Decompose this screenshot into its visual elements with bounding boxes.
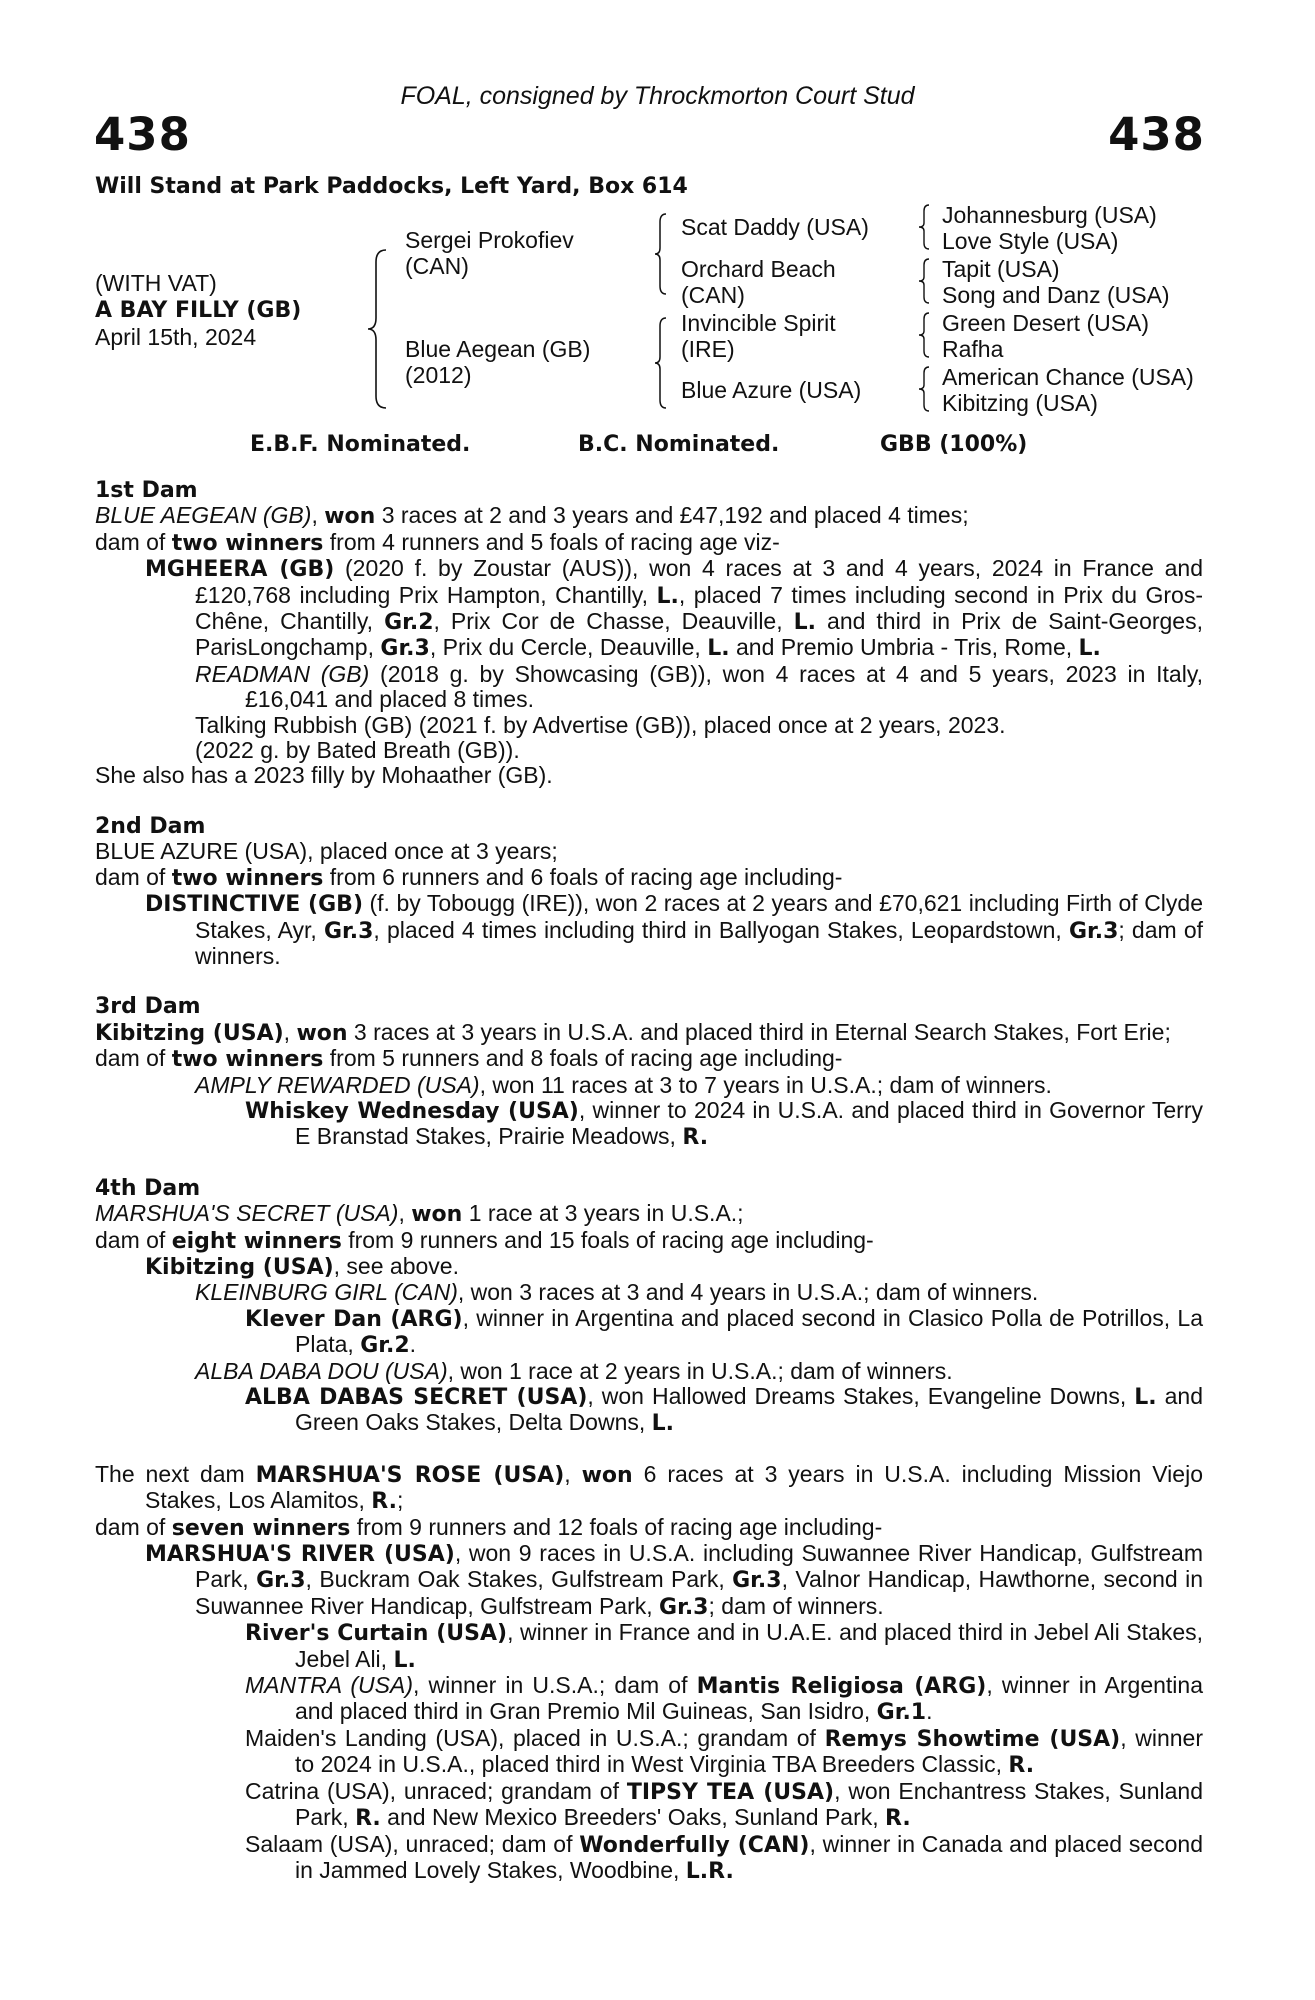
text: , see above.	[333, 1252, 459, 1279]
sire	[405, 227, 574, 279]
winners-count: two winners	[171, 530, 324, 556]
dam-record	[95, 1020, 1203, 1046]
text: ; dam of winners.	[195, 916, 1204, 969]
race-grade: L.	[656, 583, 679, 609]
produce-entry	[95, 1306, 1203, 1359]
produce-entry	[95, 1098, 1203, 1151]
produce-entry	[95, 1254, 1203, 1280]
dam-name: MARSHUA'S SECRET (USA)	[95, 1200, 399, 1227]
text: (2020 f. by Zoustar (AUS)), won 4 races at 3 and 4 years, 2024 in France and £120,768 including Prix Hampton, Chantilly,	[195, 555, 1204, 608]
dam-sire-name: Invincible Spirit	[681, 310, 836, 336]
race-grade: R.	[682, 1125, 709, 1151]
text: Catrina (USA), unraced; grandam of	[245, 1777, 627, 1804]
second-dam-section	[95, 814, 1203, 969]
race-grade: L.	[1134, 1385, 1157, 1410]
great-grandparent-3: Tapit (USA)	[942, 256, 1060, 282]
family-notes	[95, 478, 1203, 1884]
race-grade: L.	[393, 1647, 416, 1673]
great-grandparent-1: Johannesburg (USA)	[942, 202, 1157, 228]
dam-record	[95, 1201, 1203, 1227]
pedigree-brace-g1	[918, 203, 930, 251]
text: , placed 4 times including third in Ballyogan Stakes, Leopardstown,	[373, 916, 1069, 943]
winners-count: eight winners	[171, 1228, 342, 1254]
text: The next dam	[95, 1460, 256, 1487]
text: Maiden's Landing (USA), placed in U.S.A.; grandam of	[245, 1724, 825, 1751]
great-grandparent-7: American Chance (USA)	[942, 364, 1194, 390]
text: , winner to 2024 in U.S.A. and placed third in Governor Terry E Branstad Stakes, Prairie Meadows,	[295, 1096, 1203, 1150]
spacer	[95, 1437, 1203, 1462]
horse-name: Wonderfully (CAN)	[579, 1832, 810, 1858]
text: , won Hallowed Dreams Stakes, Evangeline Downs,	[587, 1383, 1135, 1409]
race-grade: Gr.2	[360, 1333, 410, 1359]
dam-sire-country: (IRE)	[681, 336, 735, 362]
stand-location: Will Stand at Park Paddocks, Left Yard, Box 614	[95, 174, 688, 199]
horse-name: River's Curtain (USA)	[245, 1621, 508, 1647]
race-grade: Gr.3	[380, 636, 430, 662]
race-grade: Gr.3	[659, 1594, 709, 1620]
ebf-nomination: E.B.F. Nominated.	[250, 432, 471, 457]
horse-name: MANTRA (USA)	[245, 1672, 413, 1699]
text: , Valnor Handicap, Hawthorne, second in Suwannee River Handicap, Gulfstream Park,	[195, 1566, 1203, 1619]
sire-name: Sergei Prokofiev	[405, 227, 574, 253]
fourth-dam-section	[95, 1176, 1203, 1437]
text: ,	[311, 502, 325, 529]
text: , placed 7 times including second in Prix du Gros-Chêne, Chantilly,	[195, 581, 1203, 635]
lot-number-left: 438	[94, 108, 191, 161]
produce-entry	[95, 1673, 1203, 1726]
text: , Prix Cor de Chasse, Deauville,	[433, 608, 794, 635]
horse-name: MGHEERA (GB)	[145, 557, 335, 583]
text: ,	[398, 1200, 412, 1227]
text: , winner in Argentina and placed second in Clasico Polla de Potrillos, La Plata,	[295, 1304, 1203, 1358]
text: 6 races at 3 years in U.S.A. including Mission Viejo Stakes, Los Alamitos,	[145, 1460, 1203, 1514]
horse-name: ALBA DABAS SECRET (USA)	[245, 1385, 588, 1410]
text: Salaam (USA), unraced; dam of	[245, 1830, 580, 1857]
text: and third in Prix de Saint-Georges, ParisLongchamp,	[195, 608, 1203, 661]
text: from 4 runners and 5 foals of racing age viz-	[323, 528, 780, 555]
great-grandparent-6: Rafha	[942, 336, 1004, 362]
text: , Prix du Cercle, Deauville,	[429, 634, 708, 661]
produce-entry	[95, 1620, 1203, 1673]
dam-produce-summary	[95, 1046, 1203, 1072]
produce-note: She also has a 2023 filly by Mohaather (GB).	[95, 762, 553, 789]
produce-entry	[95, 1073, 1203, 1098]
dam-produce-summary	[95, 1228, 1203, 1254]
section-heading: 4th Dam	[95, 1175, 201, 1201]
horse-name: MARSHUA'S RIVER (USA)	[145, 1542, 455, 1568]
sire-dam	[681, 256, 836, 308]
sire-dam-country: (CAN)	[681, 282, 745, 308]
race-grade: R.	[1008, 1753, 1035, 1779]
produce-entry	[95, 1541, 1203, 1620]
consignor-line: FOAL, consigned by Throckmorton Court Stud	[400, 82, 915, 110]
horse-name: ALBA DABA DOU (USA)	[195, 1357, 448, 1384]
dam-name: Kibitzing (USA)	[95, 1020, 284, 1046]
text: , won 1 race at 2 years in U.S.A.; dam of winners.	[447, 1357, 953, 1384]
produce-entry	[95, 1280, 1203, 1305]
race-grade: R.	[371, 1489, 397, 1515]
third-dam-section	[95, 994, 1203, 1150]
dam-produce-summary	[95, 1515, 1203, 1541]
race-grade: Gr.2	[384, 610, 434, 636]
horse-name: Remys Showtime (USA)	[824, 1726, 1121, 1752]
great-grandparent-8: Kibitzing (USA)	[942, 390, 1098, 416]
text: , won 3 races at 3 and 4 years in U.S.A.; dam of winners.	[457, 1279, 1039, 1306]
great-grandparent-5: Green Desert (USA)	[942, 310, 1150, 336]
text: .	[926, 1698, 933, 1725]
race-grade: Gr.1	[876, 1700, 927, 1726]
lot-info	[95, 270, 301, 351]
text: dam of	[95, 1513, 172, 1540]
horse-name: READMAN (GB)	[195, 660, 370, 687]
text: 3 races at 3 years in U.S.A. and placed third in Eternal Search Stakes, Fort Erie;	[347, 1018, 1171, 1045]
dam-record: BLUE AZURE (USA), placed once at 3 years;	[95, 838, 558, 865]
dam-name: Blue Aegean (GB)	[405, 336, 591, 362]
pedigree-brace-main	[366, 248, 388, 410]
text: ; dam of winners.	[708, 1592, 884, 1619]
produce-entry: (2022 g. by Bated Breath (GB)).	[195, 737, 520, 764]
dam-dam: Blue Azure (USA)	[681, 377, 862, 403]
race-grade: Gr.3	[1068, 918, 1119, 944]
spacer	[95, 1151, 1203, 1176]
produce-entry: Talking Rubbish (GB) (2021 f. by Advertise (GB)), placed once at 2 years, 2023.	[195, 711, 1006, 738]
text: , winner in U.S.A.; dam of	[413, 1672, 697, 1699]
won-label: won	[324, 504, 376, 530]
spacer	[95, 789, 1203, 814]
text: , winner in Argentina and placed third in Gran Premio Mil Guineas, San Isidro,	[295, 1672, 1203, 1725]
dam-record	[95, 1462, 1203, 1515]
text: 1 race at 3 years in U.S.A.;	[462, 1200, 744, 1227]
text: , winner to 2024 in U.S.A., placed third in West Virginia TBA Breeders Classic,	[295, 1724, 1203, 1778]
text: dam of	[95, 1226, 172, 1253]
winners-count: two winners	[171, 865, 324, 891]
dam-year: (2012)	[405, 362, 472, 388]
dam-record	[95, 503, 1203, 529]
horse-name: AMPLY REWARDED (USA)	[195, 1071, 480, 1098]
won-label: won	[296, 1020, 348, 1046]
race-grade: Gr.3	[256, 1568, 306, 1594]
text: and Premio Umbria - Tris, Rome,	[729, 634, 1079, 661]
great-grandparent-2: Love Style (USA)	[942, 228, 1119, 254]
horse-name: KLEINBURG GIRL (CAN)	[195, 1279, 458, 1306]
horse-name: Klever Dan (ARG)	[245, 1306, 463, 1332]
text: and New Mexico Breeders' Oaks, Sunland Park,	[380, 1804, 886, 1831]
pedigree-brace-g4	[918, 365, 930, 413]
text: , winner in France and in U.A.E. and placed third in Jebel Ali Stakes, Jebel Ali,	[295, 1619, 1203, 1672]
text: dam of	[95, 863, 172, 890]
produce-entry	[95, 1779, 1203, 1832]
section-heading: 2nd Dam	[95, 813, 206, 839]
text: .	[409, 1331, 417, 1358]
text: from 6 runners and 6 foals of racing age including-	[323, 863, 843, 890]
text: from 5 runners and 8 foals of racing age including-	[323, 1045, 843, 1072]
text: ,	[564, 1460, 582, 1487]
sire-sire: Scat Daddy (USA)	[681, 214, 869, 240]
produce-entry	[95, 1384, 1203, 1437]
sire-country: (CAN)	[405, 253, 469, 279]
vat-note: (WITH VAT)	[95, 270, 217, 296]
dam-sire	[681, 310, 836, 362]
pedigree-brace-g2	[918, 257, 930, 305]
foaling-date: April 15th, 2024	[95, 324, 257, 350]
horse-name: TIPSY TEA (USA)	[626, 1779, 835, 1805]
section-heading: 1st Dam	[95, 478, 198, 503]
lot-name: A BAY FILLY (GB)	[95, 298, 302, 323]
horse-name: Kibitzing (USA)	[145, 1254, 334, 1280]
text: , Buckram Oak Stakes, Gulfstream Park,	[305, 1566, 733, 1593]
bc-nomination: B.C. Nominated.	[578, 432, 780, 457]
dam-name: BLUE AEGEAN (GB)	[95, 502, 312, 529]
race-grade: Gr.3	[732, 1568, 782, 1594]
horse-name: DISTINCTIVE (GB)	[145, 892, 363, 918]
text: , won Enchantress Stakes, Sunland Park,	[295, 1777, 1203, 1831]
dam-produce-summary	[95, 530, 1203, 556]
text: ;	[397, 1487, 404, 1514]
text: ,	[283, 1018, 297, 1045]
great-grandparent-4: Song and Danz (USA)	[942, 282, 1170, 308]
text: , won 9 races in U.S.A. including Suwannee River Handicap, Gulfstream Park,	[195, 1540, 1203, 1593]
nominations-row	[0, 432, 1315, 462]
pedigree-brace-dam	[654, 316, 668, 410]
section-heading: 3rd Dam	[95, 994, 201, 1020]
sire-dam-name: Orchard Beach	[681, 256, 836, 282]
produce-entry	[95, 662, 1203, 713]
first-dam-section	[95, 478, 1203, 789]
text: from 9 runners and 15 foals of racing age including-	[341, 1226, 874, 1253]
next-dam-section	[95, 1462, 1203, 1885]
text: and Green Oaks Stakes, Delta Downs,	[295, 1383, 1203, 1436]
produce-entry	[95, 1359, 1203, 1384]
horse-name: Mantis Religiosa (ARG)	[696, 1674, 987, 1700]
text: , winner in Canada and placed second in Jammed Lovely Stakes, Woodbine,	[295, 1830, 1203, 1883]
text: dam of	[95, 528, 172, 555]
race-grade: Gr.3	[323, 918, 374, 944]
produce-entry	[95, 891, 1203, 969]
spacer	[95, 969, 1203, 994]
text: (f. by Tobougg (IRE)), won 2 races at 2 years and £70,621 including Firth of Clyde Stakes, Ayr,	[195, 890, 1203, 943]
text: (2018 g. by Showcasing (GB)), won 4 races at 4 and 5 years, 2023 in Italy, £16,041 and placed 8 times.	[245, 660, 1204, 713]
race-grade: L.	[707, 636, 730, 662]
text: dam of	[95, 1045, 172, 1072]
produce-entry	[95, 1832, 1203, 1885]
pedigree-brace-g3	[918, 311, 930, 359]
pedigree-brace-sire	[654, 212, 668, 296]
winners-count: seven winners	[171, 1515, 351, 1541]
text: from 9 runners and 12 foals of racing age including-	[350, 1513, 883, 1540]
race-grade: L.	[793, 610, 817, 636]
race-grade: L.R.	[685, 1858, 734, 1884]
produce-entry	[95, 556, 1203, 662]
winners-count: two winners	[171, 1047, 324, 1073]
dam-name: MARSHUA'S ROSE (USA)	[255, 1462, 565, 1488]
text: , won 11 races at 3 to 7 years in U.S.A.; dam of winners.	[479, 1071, 1052, 1098]
race-grade: L.	[651, 1411, 675, 1437]
dam	[405, 336, 590, 388]
gbb-rating: GBB (100%)	[880, 432, 1028, 457]
lot-number-right: 438	[1108, 108, 1205, 161]
text: 3 races at 2 and 3 years and £47,192 and placed 4 times;	[375, 502, 969, 529]
race-grade: R.	[885, 1806, 911, 1832]
dam-produce-summary	[95, 865, 1203, 891]
horse-name: Whiskey Wednesday (USA)	[245, 1098, 579, 1124]
won-label: won	[581, 1462, 633, 1488]
race-grade: R.	[355, 1806, 381, 1832]
won-label: won	[411, 1202, 463, 1228]
race-grade: L.	[1078, 636, 1101, 662]
produce-entry	[95, 1726, 1203, 1779]
